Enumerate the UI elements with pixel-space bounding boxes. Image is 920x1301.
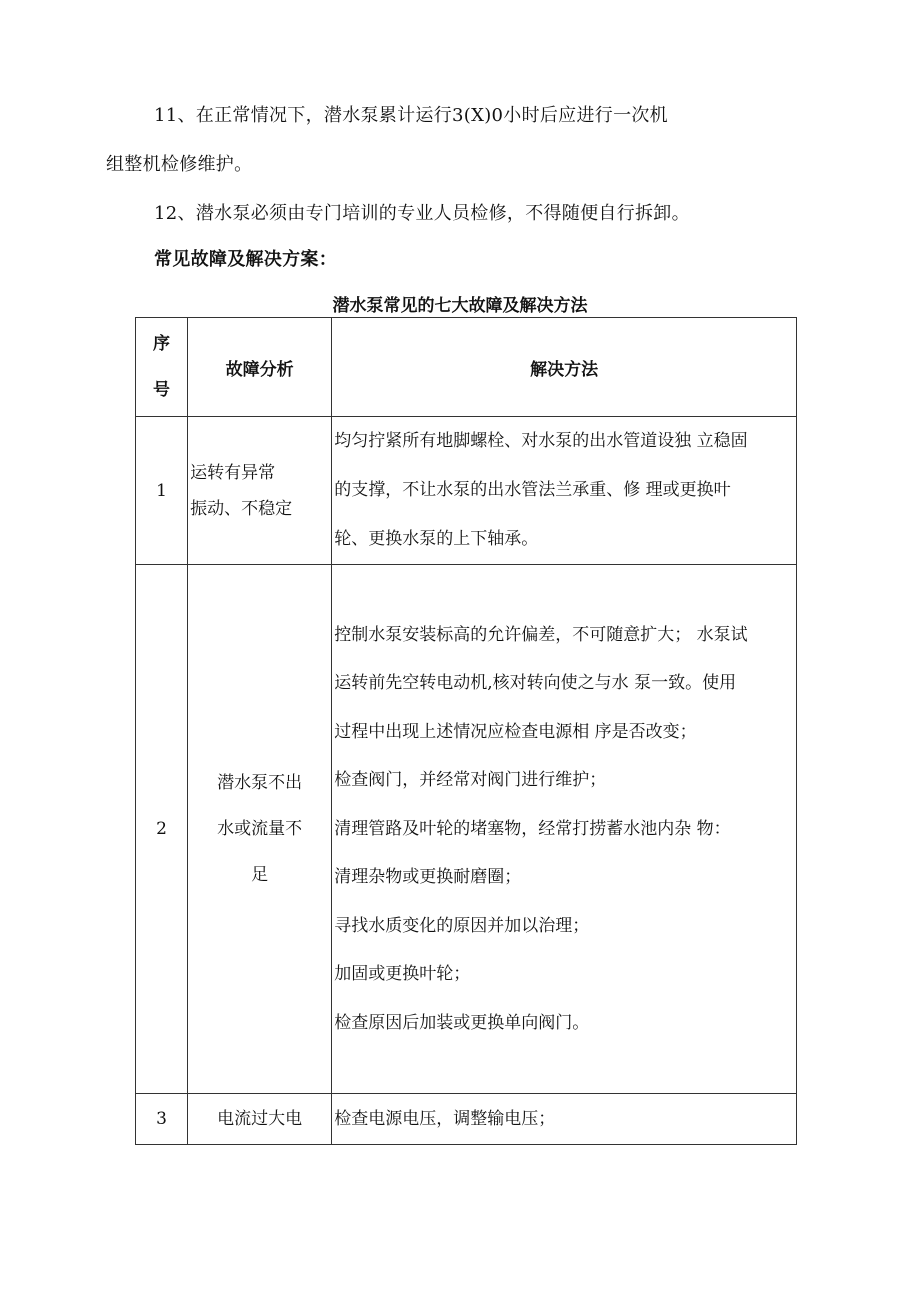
table-row — [136, 417, 797, 565]
solution-line: 的支撑，不让水泵的出水管法兰承重、修 理或更换叶 — [334, 480, 731, 500]
solution-line: 均匀拧紧所有地脚螺栓、对水泵的出水管道设独 立稳固 — [334, 431, 748, 451]
fault-line: 运转有异常 — [190, 462, 276, 483]
solution-cell — [332, 565, 797, 1094]
header-no-line-1: 序 — [153, 334, 171, 354]
fault-line: 电流过大电 — [217, 1109, 303, 1129]
header-no-cell — [136, 318, 188, 417]
fault-line: 水或流量不 — [217, 819, 303, 839]
row-number: 3 — [136, 1094, 188, 1145]
faults-table — [135, 317, 797, 1145]
paragraph-11-line-2: 组整机检修维护。 — [106, 154, 253, 175]
table-header-row — [136, 318, 797, 417]
solution-line: 运转前先空转电动机,核对转向使之与水 泵一致。使用 — [334, 673, 737, 694]
solution-line: 寻找水质变化的原因并加以治理； — [334, 915, 590, 936]
solution-line: 检查阀门，并经常对阀门进行维护； — [334, 770, 607, 791]
fault-cell — [188, 565, 332, 1094]
fault-cell — [188, 1094, 332, 1145]
solution-line: 控制水泵安装标高的允许偏差，不可随意扩大； 水泵试 — [334, 624, 748, 645]
row-number: 2 — [136, 565, 188, 1094]
solution-line: 检查电源电压，调整输电压； — [334, 1108, 556, 1129]
table-title: 潜水泵常见的七大故障及解决方法 — [332, 296, 588, 316]
row-number: 1 — [136, 417, 188, 565]
solution-line: 过程中出现上述情况应检查电源相 序是否改变； — [334, 721, 697, 742]
solution-line: 清理管路及叶轮的堵塞物，经常打捞蓄水池内杂 物： — [334, 818, 731, 839]
solution-line: 清理杂物或更换耐磨圈； — [334, 867, 522, 888]
table-row — [136, 565, 797, 1094]
header-no-line-2: 号 — [153, 380, 171, 400]
paragraph-11-line-1: 11、在正常情况下，潜水泵累计运行3(X)0小时后应进行一次机 — [154, 105, 668, 126]
table-row — [136, 1094, 797, 1145]
section-heading: 常见故障及解决方案： — [154, 249, 337, 270]
solution-cell — [332, 417, 797, 565]
solution-line: 加固或更换叶轮； — [334, 964, 471, 985]
fault-line: 潜水泵不出 — [217, 773, 303, 793]
solution-line: 轮、更换水泵的上下轴承。 — [334, 529, 539, 549]
solution-line: 检查原因后加装或更换单向阀门。 — [334, 1012, 590, 1033]
paragraph-12: 12、潜水泵必须由专门培训的专业人员检修，不得随便自行拆卸。 — [154, 203, 690, 224]
header-fault-cell: 故障分析 — [188, 318, 332, 417]
fault-line: 足 — [251, 865, 269, 885]
solution-cell — [332, 1094, 797, 1145]
header-solution-cell: 解决方法 — [332, 318, 797, 417]
fault-cell — [188, 417, 332, 565]
fault-line: 振动、不稳定 — [190, 498, 293, 519]
